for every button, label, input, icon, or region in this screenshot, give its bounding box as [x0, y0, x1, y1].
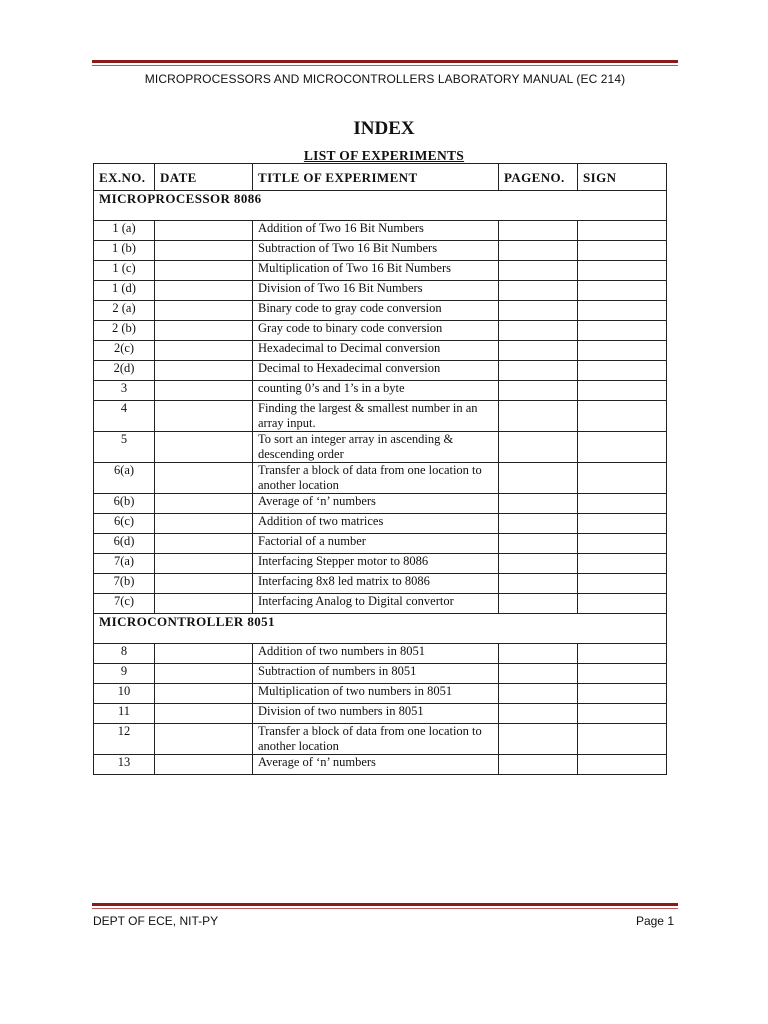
cell-date [155, 301, 253, 321]
table-row [94, 704, 667, 724]
cell-pageno [499, 724, 578, 755]
cell-title: Multiplication of two numbers in 8051 [253, 684, 499, 704]
cell-date [155, 494, 253, 514]
cell-title: Finding the largest & smallest number in an array input. [253, 401, 499, 432]
cell-exno: 2 (b) [94, 321, 155, 341]
table-row [94, 755, 667, 775]
col-pageno: PAGENO. [499, 164, 578, 191]
section-row [94, 614, 667, 644]
cell-sign [578, 321, 667, 341]
section-row [94, 191, 667, 221]
cell-pageno [499, 494, 578, 514]
cell-sign [578, 463, 667, 494]
cell-date [155, 381, 253, 401]
cell-exno: 12 [94, 724, 155, 755]
cell-title: Division of two numbers in 8051 [253, 704, 499, 724]
cell-sign [578, 361, 667, 381]
cell-exno: 6(a) [94, 463, 155, 494]
cell-exno: 7(a) [94, 554, 155, 574]
cell-date [155, 463, 253, 494]
cell-date [155, 704, 253, 724]
table-row [94, 724, 667, 755]
table-row [94, 361, 667, 381]
col-sign: SIGN [578, 164, 667, 191]
cell-exno: 6(b) [94, 494, 155, 514]
table-row [94, 574, 667, 594]
cell-sign [578, 514, 667, 534]
cell-sign [578, 221, 667, 241]
table-row [94, 494, 667, 514]
cell-exno: 11 [94, 704, 155, 724]
cell-date [155, 514, 253, 534]
cell-sign [578, 594, 667, 614]
cell-exno: 4 [94, 401, 155, 432]
cell-date [155, 321, 253, 341]
table-row [94, 381, 667, 401]
page-title: INDEX [353, 118, 415, 139]
cell-pageno [499, 755, 578, 775]
cell-date [155, 594, 253, 614]
cell-date [155, 432, 253, 463]
cell-title: Hexadecimal to Decimal conversion [253, 341, 499, 361]
cell-pageno [499, 241, 578, 261]
cell-date [155, 401, 253, 432]
cell-title: Gray code to binary code conversion [253, 321, 499, 341]
cell-exno: 1 (c) [94, 261, 155, 281]
cell-title: Subtraction of numbers in 8051 [253, 664, 499, 684]
cell-sign [578, 301, 667, 321]
cell-title: Transfer a block of data from one location to another location [253, 724, 499, 755]
cell-exno: 3 [94, 381, 155, 401]
table-row [94, 321, 667, 341]
cell-date [155, 261, 253, 281]
cell-title: Binary code to gray code conversion [253, 301, 499, 321]
cell-exno: 1 (b) [94, 241, 155, 261]
cell-exno: 2 (a) [94, 301, 155, 321]
cell-sign [578, 664, 667, 684]
cell-title: Addition of two matrices [253, 514, 499, 534]
table-body [94, 191, 667, 775]
cell-exno: 1 (d) [94, 281, 155, 301]
table-row [94, 684, 667, 704]
cell-sign [578, 341, 667, 361]
cell-exno: 8 [94, 644, 155, 664]
table-row [94, 534, 667, 554]
cell-title: counting 0’s and 1’s in a byte [253, 381, 499, 401]
table-row [94, 241, 667, 261]
cell-title: Addition of two numbers in 8051 [253, 644, 499, 664]
cell-pageno [499, 401, 578, 432]
cell-date [155, 361, 253, 381]
cell-pageno [499, 664, 578, 684]
cell-sign [578, 432, 667, 463]
table-row [94, 463, 667, 494]
cell-date [155, 281, 253, 301]
cell-pageno [499, 281, 578, 301]
cell-sign [578, 644, 667, 664]
cell-sign [578, 684, 667, 704]
cell-title: Average of ‘n’ numbers [253, 494, 499, 514]
cell-title: Factorial of a number [253, 534, 499, 554]
table-row [94, 261, 667, 281]
page-subtitle: LIST OF EXPERIMENTS [303, 148, 465, 163]
table-row [94, 221, 667, 241]
table-row [94, 281, 667, 301]
cell-pageno [499, 321, 578, 341]
cell-pageno [499, 554, 578, 574]
cell-exno: 2(d) [94, 361, 155, 381]
cell-date [155, 644, 253, 664]
footer-rule-thick [92, 903, 678, 906]
cell-pageno [499, 534, 578, 554]
cell-exno: 7(c) [94, 594, 155, 614]
cell-title: To sort an integer array in ascending & descending order [253, 432, 499, 463]
cell-sign [578, 724, 667, 755]
cell-sign [578, 281, 667, 301]
cell-pageno [499, 644, 578, 664]
table-row [94, 341, 667, 361]
cell-pageno [499, 301, 578, 321]
cell-date [155, 664, 253, 684]
cell-sign [578, 494, 667, 514]
cell-exno: 6(c) [94, 514, 155, 534]
cell-pageno [499, 381, 578, 401]
cell-exno: 13 [94, 755, 155, 775]
cell-title: Interfacing 8x8 led matrix to 8086 [253, 574, 499, 594]
cell-date [155, 554, 253, 574]
cell-exno: 10 [94, 684, 155, 704]
cell-pageno [499, 341, 578, 361]
cell-date [155, 574, 253, 594]
cell-sign [578, 704, 667, 724]
section-heading: MICROCONTROLLER 8051 [94, 614, 667, 644]
cell-pageno [499, 432, 578, 463]
cell-exno: 6(d) [94, 534, 155, 554]
table-row [94, 432, 667, 463]
table-row [94, 514, 667, 534]
cell-sign [578, 755, 667, 775]
cell-sign [578, 241, 667, 261]
cell-date [155, 341, 253, 361]
cell-title: Subtraction of Two 16 Bit Numbers [253, 241, 499, 261]
cell-pageno [499, 361, 578, 381]
running-header: MICROPROCESSORS AND MICROCONTROLLERS LABORATORY MANUAL (EC 214) [144, 72, 626, 86]
footer-page-number: Page 1 [635, 914, 674, 928]
header-rule-thin [92, 65, 678, 66]
table-row [94, 301, 667, 321]
cell-title: Multiplication of Two 16 Bit Numbers [253, 261, 499, 281]
cell-sign [578, 401, 667, 432]
col-title: TITLE OF EXPERIMENT [253, 164, 499, 191]
table-row [94, 644, 667, 664]
cell-title: Transfer a block of data from one location to another location [253, 463, 499, 494]
cell-date [155, 755, 253, 775]
cell-date [155, 221, 253, 241]
cell-exno: 9 [94, 664, 155, 684]
cell-title: Interfacing Analog to Digital convertor [253, 594, 499, 614]
cell-pageno [499, 594, 578, 614]
cell-sign [578, 574, 667, 594]
cell-sign [578, 534, 667, 554]
cell-date [155, 684, 253, 704]
cell-title: Decimal to Hexadecimal conversion [253, 361, 499, 381]
table-row [94, 401, 667, 432]
cell-sign [578, 261, 667, 281]
header-rule-thick [92, 60, 678, 63]
table-header [94, 164, 667, 191]
cell-title: Division of Two 16 Bit Numbers [253, 281, 499, 301]
cell-title: Addition of Two 16 Bit Numbers [253, 221, 499, 241]
cell-date [155, 534, 253, 554]
cell-sign [578, 381, 667, 401]
cell-exno: 2(c) [94, 341, 155, 361]
table-row [94, 554, 667, 574]
cell-date [155, 724, 253, 755]
cell-exno: 1 (a) [94, 221, 155, 241]
cell-title: Interfacing Stepper motor to 8086 [253, 554, 499, 574]
section-heading: MICROPROCESSOR 8086 [94, 191, 667, 221]
col-date: DATE [155, 164, 253, 191]
cell-pageno [499, 574, 578, 594]
col-exno: EX.NO. [94, 164, 155, 191]
table-row [94, 594, 667, 614]
cell-date [155, 241, 253, 261]
cell-pageno [499, 514, 578, 534]
cell-exno: 7(b) [94, 574, 155, 594]
footer-rule-thin [92, 908, 678, 909]
cell-pageno [499, 684, 578, 704]
cell-exno: 5 [94, 432, 155, 463]
table-row [94, 664, 667, 684]
cell-pageno [499, 463, 578, 494]
cell-pageno [499, 261, 578, 281]
cell-pageno [499, 221, 578, 241]
cell-title: Average of ‘n’ numbers [253, 755, 499, 775]
cell-sign [578, 554, 667, 574]
cell-pageno [499, 704, 578, 724]
experiments-table [93, 163, 667, 775]
footer-department: DEPT OF ECE, NIT-PY [93, 914, 219, 928]
